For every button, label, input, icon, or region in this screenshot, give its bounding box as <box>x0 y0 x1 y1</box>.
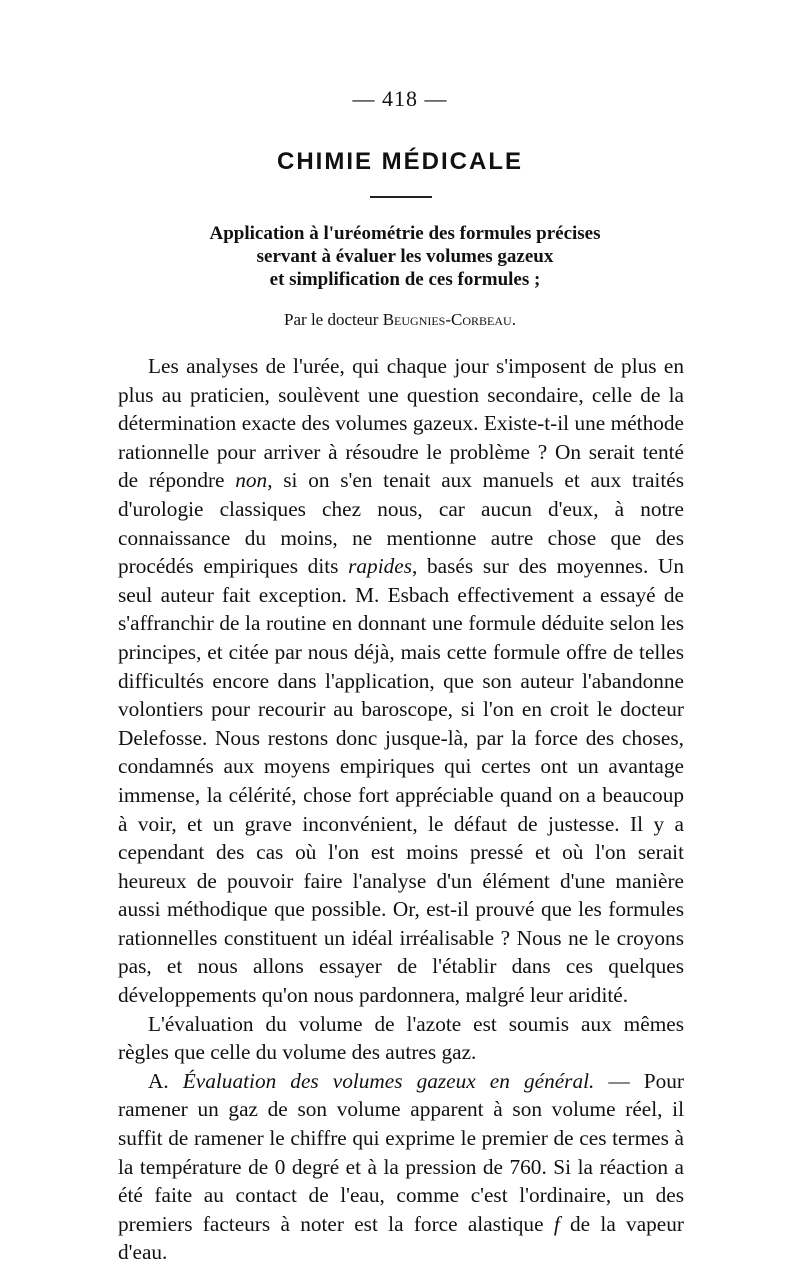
paragraph-1 <box>118 352 684 1010</box>
paragraph-3-italic-f: f <box>553 1211 560 1236</box>
byline-prefix: Par le docteur <box>284 310 379 329</box>
paragraph-1-part-1: Les analyses de l'urée, qui chaque jour s'imposent de plus en plus au praticien, soulèvent une question secondaire, celle de la détermination exacte des volumes gazeux. Existe-t-il une méthode rationnelle pour arriver à résoudre le problème ? On serait tenté de répondre <box>118 354 684 493</box>
page-number: — 418 — <box>352 86 448 111</box>
article-title-line-3: et simplification de ces formules ; <box>269 269 541 290</box>
article-title-line-2: servant à évaluer les volumes gazeux <box>256 246 554 267</box>
paragraph-1-part-3: , basés sur des moyennes. Un seul auteur fait exception. M. Esbach effectivement a essayé de s'affranchir de la routine en donnant une formule déduite selon les principes, et citée par nous déjà, mais cette formule offre de telles difficultés encore dans l'application, que son auteur l'abandonne volontiers pour recourir au baroscope, si l'on en croit le docteur Delefosse. Nous restons donc jusque-là, par la force des choses, condamnés aux moyens empiriques qui certes ont un avantage immense, la célérité, chose fort appréciable quand on a beaucoup à voir, et un grave inconvénient, le défaut de justesse. Il y a cependant des cas où l'on est moins pressé et où l'on serait heureux de pouvoir faire l'analyse d'un élément d'une manière aussi méthodique que possible. Or, est-il prouvé que les formules rationnelles constituent un idéal irréalisable ? Nous ne le croyons pas, et nous allons essayer de l'établir dans ces quelques développements qu'on nous pardonnera, malgré leur aridité. <box>118 554 684 1008</box>
paragraph-3-part-2: de la vapeur d'eau. <box>118 1211 685 1265</box>
byline <box>0 310 800 330</box>
body-text <box>118 352 684 1267</box>
paragraph-3 <box>118 1067 684 1267</box>
paragraph-1-italic-1: non <box>235 468 268 493</box>
section-title: CHIMIE MÉDICALE <box>277 148 523 175</box>
paragraph-1-italic-2: rapides <box>348 554 413 579</box>
article-title-line-1: Application à l'uréométrie des formules précises <box>209 223 601 244</box>
byline-author: Beugnies-Corbeau. <box>382 310 516 329</box>
paragraph-1-part-2: , si on s'en tenait aux manuels et aux traités d'urologie classiques chez nous, car aucun d'eux, à notre connaissance du moins, ne mentionne autre chose que des procédés empiriques dits <box>118 468 684 579</box>
paragraph-3-heading: Évaluation des volumes gazeux en général. <box>182 1068 595 1093</box>
title-divider <box>370 196 432 198</box>
article-title <box>140 222 670 291</box>
paragraph-2: L'évaluation du volume de l'azote est soumis aux mêmes règles que celle du volume des autres gaz. <box>118 1011 684 1065</box>
paragraph-3-lead: A. <box>148 1068 183 1093</box>
paragraph-3-part-1: — Pour ramener un gaz de son volume apparent à son volume réel, il suffit de ramener le chiffre qui exprime le premier de ces termes à la température de 0 degré et à la pression de 760. Si la réaction a été faite au contact de l'eau, comme c'est l'ordinaire, un des premiers facteurs à noter est la force alastique <box>118 1068 684 1236</box>
